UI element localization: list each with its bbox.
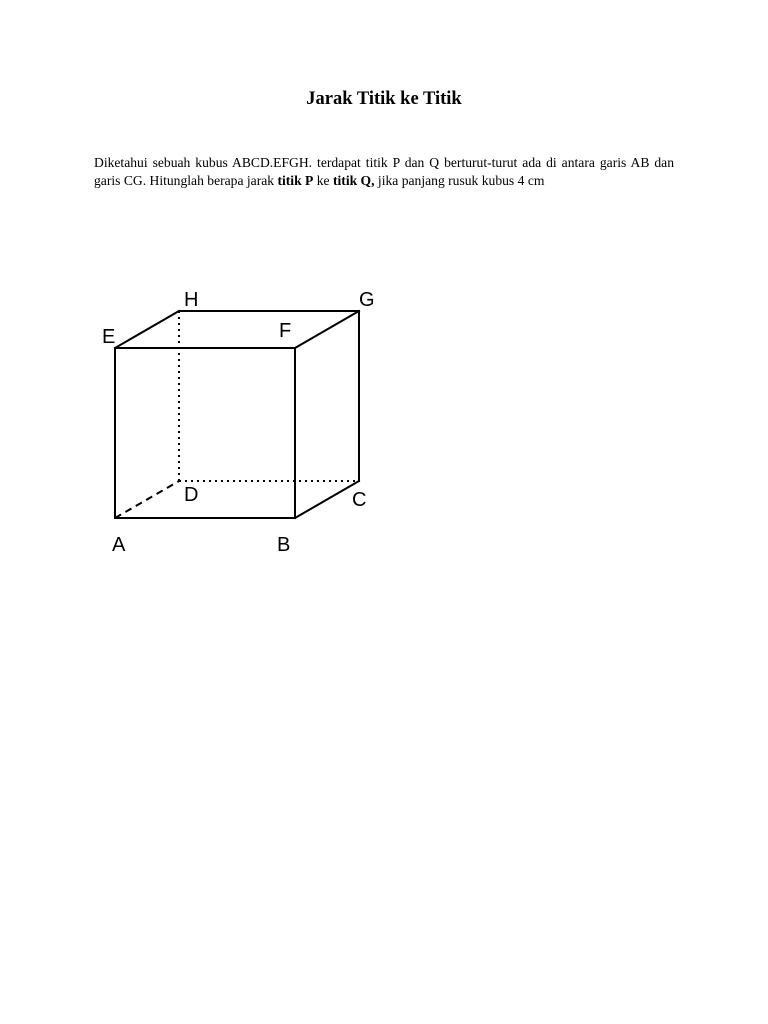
vertex-label-b: B	[277, 534, 291, 556]
problem-text-bold-point-p: titik P	[277, 173, 314, 188]
problem-text-intro: Diketahui sebuah kubus ABCD.EFGH. terdapat titik P dan Q berturut-turut ada di antara garis AB dan garis CG. Hitunglah berapa jarak	[94, 155, 674, 188]
page-title: Jarak Titik ke Titik	[306, 89, 462, 109]
vertex-label-h: H	[184, 289, 199, 311]
vertex-label-e: E	[102, 326, 116, 348]
problem-text-mid: ke	[313, 173, 333, 188]
problem-text-end: jika panjang rusuk kubus 4 cm	[374, 173, 545, 188]
vertex-label-f: F	[279, 320, 292, 342]
edge-eh	[115, 311, 179, 348]
edge-ad-hidden	[115, 481, 179, 518]
problem-text-bold-point-q: titik Q,	[332, 173, 375, 188]
vertex-label-d: D	[184, 484, 199, 506]
vertex-label-c: C	[352, 489, 367, 511]
vertex-label-g: G	[359, 289, 375, 311]
edge-fg	[295, 311, 359, 348]
edge-bc	[295, 481, 359, 518]
vertex-label-a: A	[112, 534, 126, 556]
